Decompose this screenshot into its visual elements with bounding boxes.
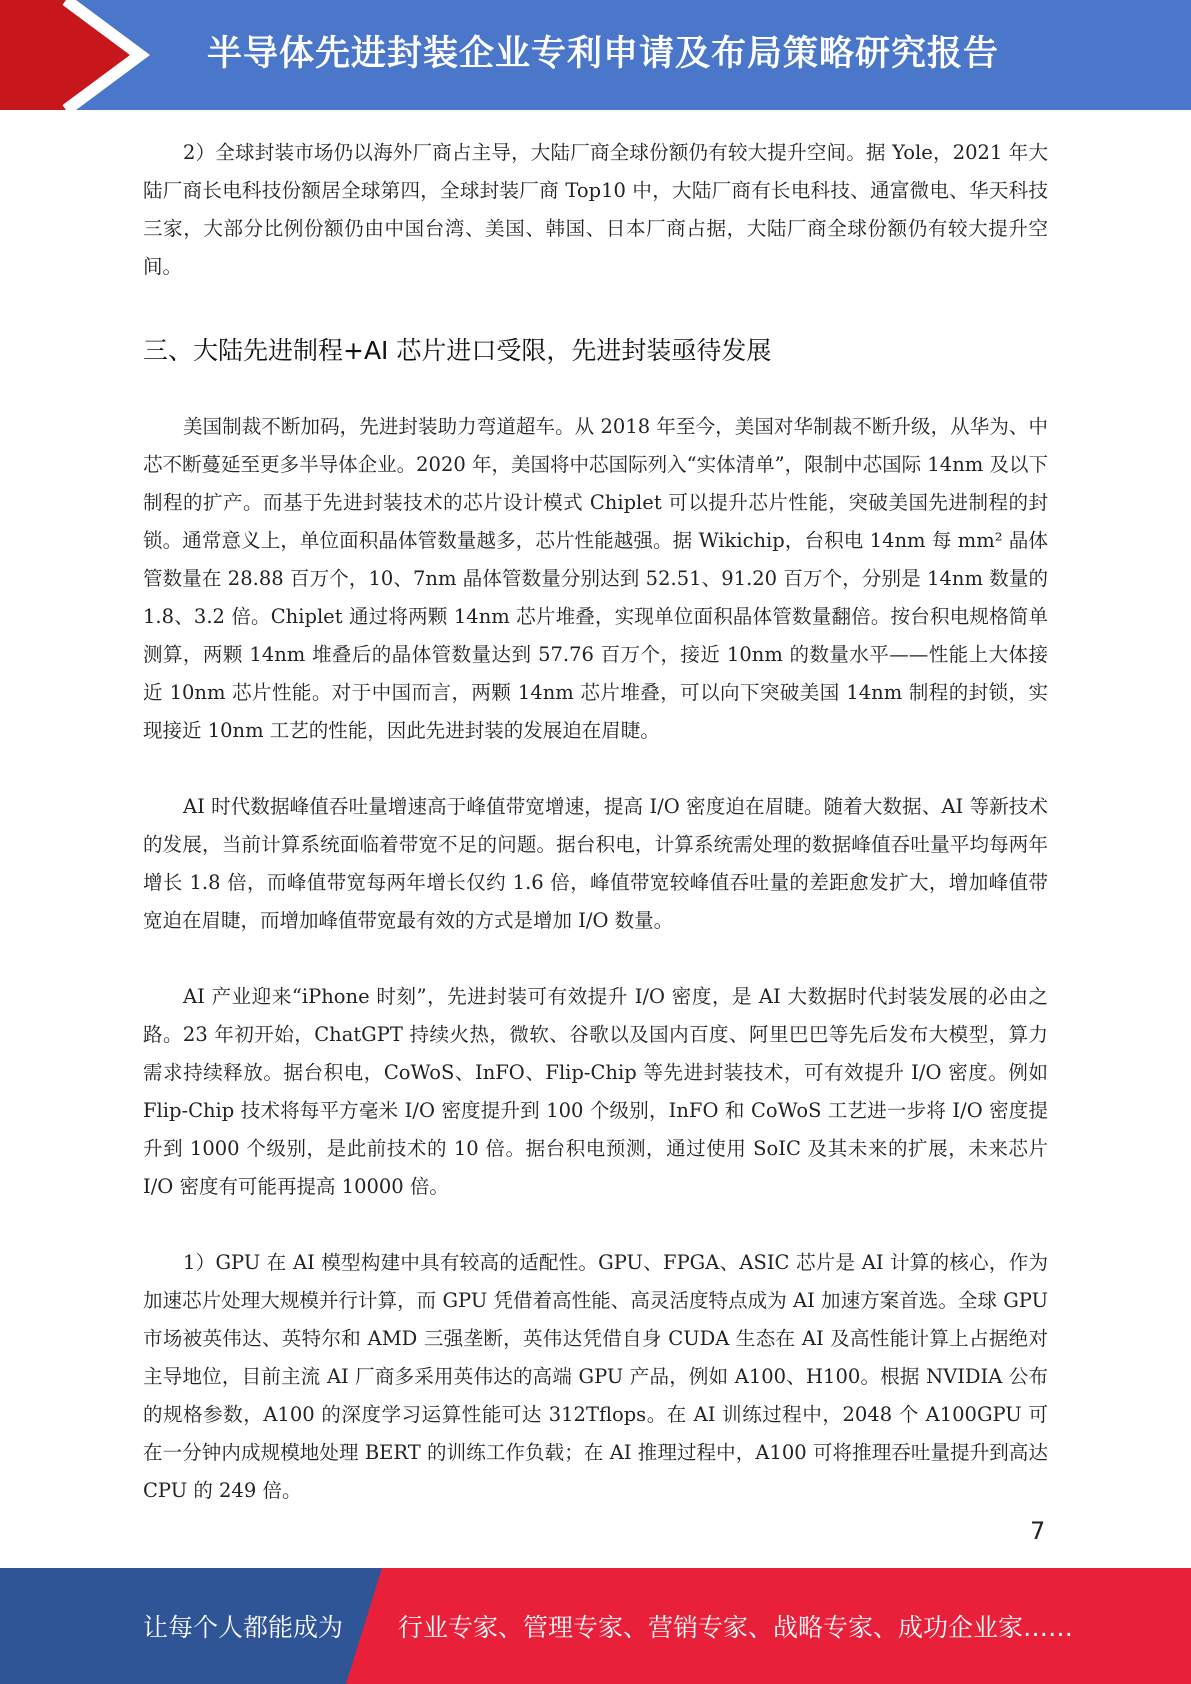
section-heading: 三、大陆先进制程+AI 芯片进口受限，先进封装亟待发展 — [143, 336, 772, 365]
header-chevron-graphic — [0, 0, 160, 110]
footer-slogan-right: 行业专家、管理专家、营销专家、战略专家、成功企业家…… — [398, 1613, 1074, 1642]
paragraph-ai-iphone-moment: AI 产业迎来“iPhone 时刻”，先进封装可有效提升 I/O 密度，是 AI 大数据时代封装发展的必由之路。23 年初开始，ChatGPT 持续火热，微软、谷歌以及国内百度、阿里巴巴等先后发布大模型，算力需求持续释放。据台积电，CoWoS、InFO、Flip-Chip 等先进封装技术，可有效提升 I/O 密度。例如 Flip-Chip 技术将每平方毫米 I/O 密度提升到 100 个级别，InFO 和 CoWoS 工艺进一步将 I/O 密度提升到 1000 个级别，是此前技术的 10 倍。据台积电预测，通过使用 SoIC 及其未来的扩展，未来芯片 I/O 密度有可能再提高 10000 倍。 — [143, 985, 1048, 1198]
document-body — [143, 134, 1048, 1510]
paragraph-io-density: AI 时代数据峰值吞吐量增速高于峰值带宽增速，提高 I/O 密度迫在眉睫。随着大数据、AI 等新技术的发展，当前计算系统面临着带宽不足的问题。据台积电，计算系统需处理的数据峰值吞吐量平均每两年增长 1.8 倍，而峰值带宽每两年增长仅约 1.6 倍，峰值带宽较峰值吞吐量的差距愈发扩大，增加峰值带宽迫在眉睫，而增加峰值带宽最有效的方式是增加 I/O 数量。 — [143, 795, 1048, 932]
footer-slogan-left: 让每个人都能成为 — [143, 1613, 344, 1642]
report-title: 半导体先进封装企业专利申请及布局策略研究报告 — [207, 34, 1000, 74]
page-number: 7 — [1030, 1517, 1046, 1545]
paragraph-gpu: 1）GPU 在 AI 模型构建中具有较高的适配性。GPU、FPGA、ASIC 芯片是 AI 计算的核心，作为加速芯片处理大规模并行计算，而 GPU 凭借着高性能、高灵活度特点成为 AI 加速方案首选。全球 GPU 市场被英伟达、英特尔和 AMD 三强垄断，英伟达凭借自身 CUDA 生态在 AI 及高性能计算上占据绝对主导地位，目前主流 AI 厂商多采用英伟达的高端 GPU 产品，例如 A100、H100。根据 NVIDIA 公布的规格参数，A100 的深度学习运算性能可达 312Tflops。在 AI 训练过程中，2048 个 A100GPU 可在一分钟内成规模地处理 BERT 的训练工作负载；在 AI 推理过程中，A100 可将推理吞吐量提升到高达 CPU 的 249 倍。 — [143, 1251, 1048, 1502]
paragraph-sanctions: 美国制裁不断加码，先进封装助力弯道超车。从 2018 年至今，美国对华制裁不断升级，从华为、中芯不断蔓延至更多半导体企业。2020 年，美国将中芯国际列入“实体清单”，限制中芯国际 14nm 及以下制程的扩产。而基于先进封装技术的芯片设计模式 Chiplet 可以提升芯片性能，突破美国先进制程的封锁。通常意义上，单位面积晶体管数量越多，芯片性能越强。据 Wikichip，台积电 14nm 每 mm² 晶体管数量在 28.88 百万个，10、7nm 晶体管数量分别达到 52.51、91.20 百万个，分别是 14nm 数量的 1.8、3.2 倍。Chiplet 通过将两颗 14nm 芯片堆叠，实现单位面积晶体管数量翻倍。按台积电规格简单测算，两颗 14nm 堆叠后的晶体管数量达到 57.76 百万个，接近 10nm 的数量水平——性能上大体接近 10nm 芯片性能。对于中国而言，两颗 14nm 芯片堆叠，可以向下突破美国 14nm 制程的封锁，实现接近 10nm 工艺的性能，因此先进封装的发展迫在眉睫。 — [143, 415, 1048, 742]
paragraph-market-share: 2）全球封装市场仍以海外厂商占主导，大陆厂商全球份额仍有较大提升空间。据 Yole，2021 年大陆厂商长电科技份额居全球第四，全球封装厂商 Top10 中，大陆厂商有长电科技、通富微电、华天科技三家，大部分比例份额仍由中国台湾、美国、韩国、日本厂商占据，大陆厂商全球份额仍有较大提升空间。 — [143, 141, 1048, 278]
footer-banner — [0, 1568, 1191, 1684]
header-banner — [0, 0, 1191, 110]
